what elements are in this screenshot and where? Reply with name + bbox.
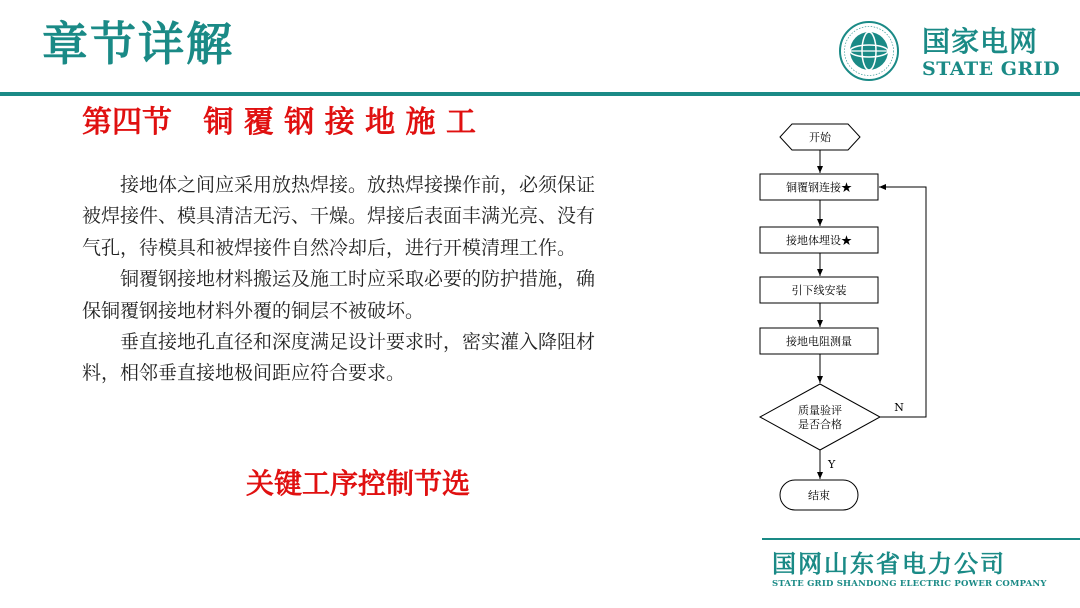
- flow-loop-arrow: [879, 187, 926, 417]
- construction-flowchart: [740, 110, 950, 520]
- footer-company-cn: 国网山东省电力公司: [772, 550, 1006, 578]
- body-paragraph: 铜覆钢接地材料搬运及施工时应采取必要的防护措施，确保铜覆钢接地材料外覆的铜层不被破坏。: [82, 268, 596, 322]
- flow-no-label: N: [894, 401, 904, 414]
- footer-divider: [762, 538, 1080, 540]
- flow-decision-shape: [760, 384, 880, 450]
- flow-yes-label: Y: [828, 458, 836, 471]
- header-divider: [0, 92, 1080, 96]
- flow-step-label: 接地体埋设★: [786, 234, 852, 247]
- key-process-title: 关键工序控制节选: [246, 467, 471, 500]
- body-paragraph: 接地体之间应采用放热焊接。放热焊接操作前，必须保证被焊接件、模具清洁无污、干燥。焊接后表面丰满光亮、没有气孔，待模具和被焊接件自然冷却后，进行开模清理工作。: [82, 174, 596, 259]
- flow-step-label: 铜覆钢连接★: [786, 181, 852, 194]
- flow-step-label: 接地电阻测量: [786, 335, 852, 348]
- flow-step-label: 引下线安装: [791, 284, 847, 297]
- flow-decision-label-line2: 是否合格: [798, 418, 842, 431]
- brand-name-cn: 国家电网: [922, 25, 1039, 58]
- brand-name-en: STATE GRID: [922, 58, 1061, 80]
- flow-decision-label-line1: 质量验评: [798, 404, 842, 417]
- state-grid-logo: [838, 20, 900, 82]
- body-text: [82, 170, 612, 390]
- body-paragraph: 垂直接地孔直径和深度满足设计要求时，密实灌入降阻材料，相邻垂直接地极间距应符合要求。: [82, 331, 596, 385]
- section-heading: 第四节 铜 覆 钢 接 地 施 工: [82, 105, 476, 140]
- flow-end-label: 结束: [808, 489, 830, 502]
- footer-company-en: STATE GRID SHANDONG ELECTRIC POWER COMPANY: [772, 579, 1047, 589]
- page-title: 章节详解: [42, 17, 234, 71]
- flow-start-label: 开始: [809, 131, 831, 144]
